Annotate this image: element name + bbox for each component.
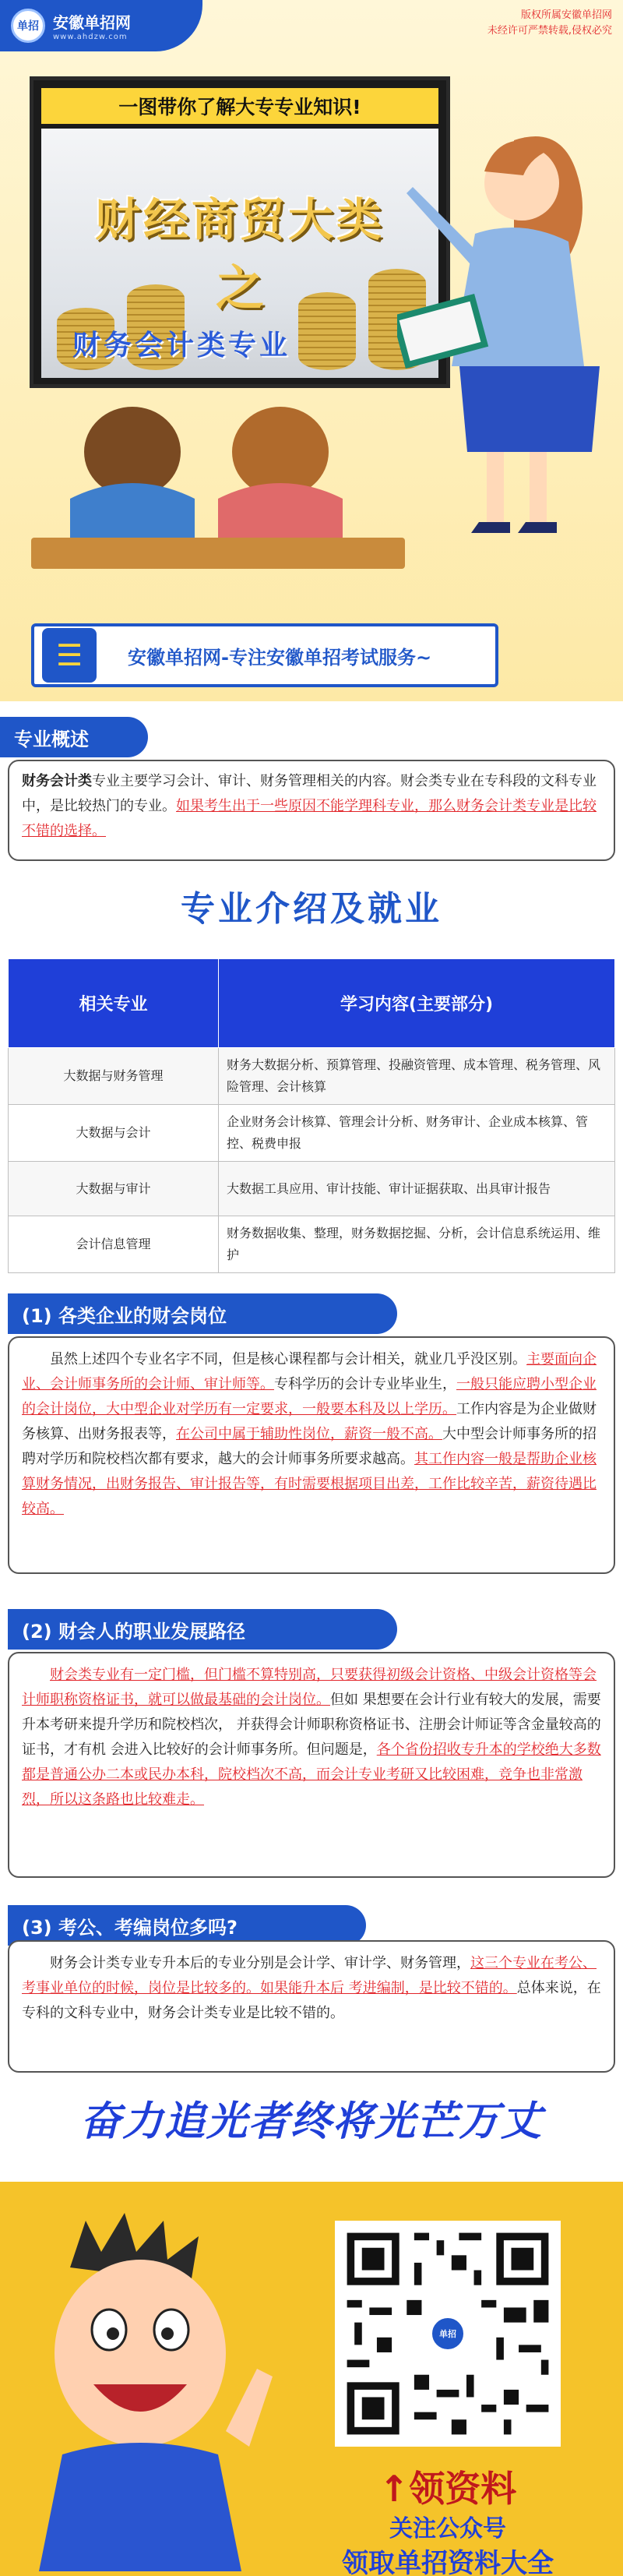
overview-paragraph [22,769,601,844]
text: 工作内容是为企业做财务核算、出财务报表等， [22,1401,597,1442]
service-banner[interactable] [31,623,498,687]
hero-slogan: 一图带你了解大专专业知识! [41,88,438,124]
qr-code[interactable] [335,2221,561,2447]
hero-title: 财经商贸大类 [94,193,385,246]
service-text: 安徽单招网-专注安徽单招考试服务~ [128,646,432,669]
text: 大中型会计师事务所的招聘对学历和院校档次都有要求，越大的会计师事务所要求越高。 [22,1426,597,1467]
brand-logo: 单招 [11,9,45,43]
table-cell: 企业财务会计核算、管理会计分析、财务审计、企业成本核算、管控、税费申报 [219,1105,615,1162]
table-cell: 会计信息管理 [9,1216,219,1273]
copyright-line-2: 未经许可严禁转载,侵权必究 [487,25,612,37]
table-row [9,1162,615,1216]
table-row [9,1048,615,1105]
hero-subtitle: 财务会计类专业 [72,330,291,362]
highlight: 一般只能应聘小型企业的会计岗位，大中型企业对学历有一定要求，一般要本科及以上学历。 [22,1376,597,1417]
qr-logo: 单招 [430,2316,466,2352]
copyright-line-1: 版权所属安徽单招网 [520,9,612,21]
brand-header[interactable] [0,0,202,51]
table-row [9,1216,615,1273]
intro-title: 专业介绍及就业 [181,889,442,929]
cartoon-boy-illustration [8,2205,319,2571]
hero-zhi: 之 [215,259,264,316]
copyright-notice [487,8,612,39]
table-cell: 大数据与财务管理 [9,1048,219,1105]
footer-get-materials: ↑领资料 [378,2468,517,2510]
table-cell: 财务大数据分析、预算管理、投融资管理、成本管理、税务管理、风险管理、会计核算 [219,1048,615,1105]
table-header-row [9,959,615,1048]
section3-paragraph [22,1951,601,2026]
hero-board [30,76,450,388]
highlight: 这三个专业在考公、考事业单位的时候，岗位是比较多的。如果能升本后 考进编制，是比较不错的。 [22,1955,597,1996]
text: 总体来说，在专科的文科专业中，财务会计类专业是比较不错的。 [22,1980,601,2021]
table-cell: 财务数据收集、整理，财务数据挖掘、分析，会计信息系统运用、维护 [219,1216,615,1273]
overview-tag: 专业概述 [0,717,148,757]
section3-box [8,1940,615,2073]
section2-tag: (2) 财会人的职业发展路径 [8,1609,397,1650]
table-header: 学习内容(主要部分) [219,959,615,1048]
hero-banner [0,0,623,701]
desk [31,538,405,569]
highlight: 财会类专业有一定门槛，但门槛不算特别高，只要获得初级会计资格、中级会计资格等会计师职称资格证书，就可以做最基础的会计岗位。 [22,1667,597,1708]
majors-table [8,958,615,1273]
text: 虽然上述四个专业名字不同，但是核心课程都与会计相关，就业几乎没区别。 [50,1351,526,1367]
overview-highlight: 如果考生出于一些原因不能学理科专业，那么财务会计类专业是比较不错的选择。 [22,798,597,839]
table-row [9,1105,615,1162]
highlight: 主要面向企业、会计师事务所的会计师、审计师等。 [22,1351,597,1392]
section2-paragraph [22,1663,601,1812]
highlight: 其工作内容一般是帮助企业核算财务情况，出财务报告、审计报告等，有时需要根据项目出差，工作比较辛苦，薪资待遇比较高。 [22,1451,597,1517]
teacher-illustration [397,109,607,545]
brand-url: www.ahdzw.com [53,33,128,41]
table-cell: 大数据工具应用、审计技能、审计证据获取、出具审计报告 [219,1162,615,1216]
text: 专科学历的会计专业毕业生， [274,1376,456,1392]
brand-name: 安徽单招网 [53,13,131,32]
text: 财务会计类专业专升本后的专业分别是会计学、审计学、财务管理， [50,1955,470,1971]
footer-follow-account: 关注公众号 [389,2515,506,2542]
overview-box [8,760,615,861]
section1-box [8,1336,615,1574]
highlight: 在公司中属于辅助性岗位，薪资一般不高。 [176,1426,442,1442]
section1-paragraph [22,1347,601,1522]
motivational-slogan: 奋力追光者终将光芒万丈 [79,2098,543,2145]
table-cell: 大数据与会计 [9,1105,219,1162]
overview-text: 专业主要学习会计、审计、财务管理相关的内容。财会类专业在专科段的文科专业中，是比较热门的专业。 [22,773,597,814]
overview-lead: 财务会计类 [22,773,92,789]
table-cell: 大数据与审计 [9,1162,219,1216]
table-header: 相关专业 [9,959,219,1048]
footer-banner [0,2182,623,2576]
coins-photo [41,129,438,378]
majors-table-wrap [8,958,615,1273]
highlight: 各个省份招收专升本的学校绝大多数都是普通公办二本或民办本科，院校档次不高，而会计专业考研又比较困难，竞争也非常激烈，所以这条路也比较难走。 [22,1741,601,1808]
section3-tag: (3) 考公、考编岗位多吗? [8,1905,366,1946]
text: 但如 果想要在会计行业有较大的发展，需要升本考研来提升学历和院校档次， 并获得会计师职称资格证书、注册会计师证等含金量较高的证书，才有机 会进入比较好的会计师事务所。但问题是， [22,1692,601,1758]
section1-tag: (1) 各类企业的财会岗位 [8,1293,397,1334]
footer-materials-collection: 领取单招资料大全 [342,2548,554,2576]
section2-box [8,1652,615,1878]
book-icon: ☰ [42,628,97,683]
